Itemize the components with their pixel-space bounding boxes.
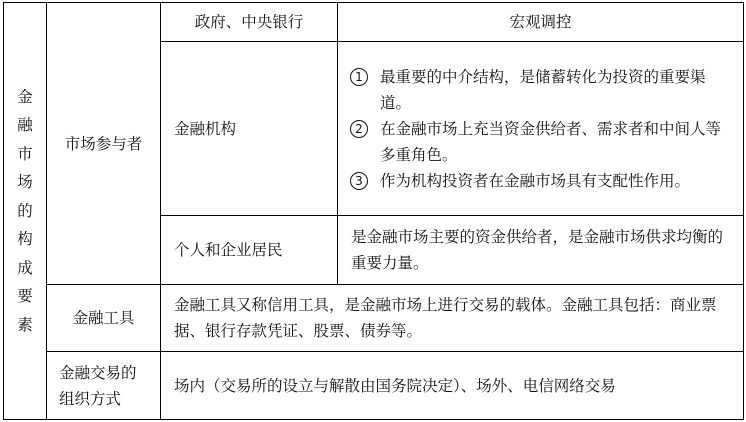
circled-number-marker: 1 — [350, 68, 368, 86]
roles-list — [338, 60, 743, 198]
side-title — [4, 83, 46, 340]
side-title-char: 金 — [17, 87, 33, 106]
instruments-label-cell — [47, 285, 161, 352]
households-text: 是金融市场主要的资金供给者，是金融市场供求均衡的重要力量。 — [351, 228, 724, 272]
header-cell-macro-control — [338, 3, 744, 42]
participants-cell — [47, 3, 161, 285]
table-row — [4, 285, 744, 352]
instruments-text: 金融工具又称信用工具，是金融市场上进行交易的载体。金融工具包括：商业票据、银行存款凭证、股票、债券等。 — [174, 296, 717, 340]
organization-label-line1: 金融交易的 — [59, 363, 137, 382]
participants-label: 市场参与者 — [64, 134, 143, 153]
financial-institutions-roles-cell — [338, 42, 744, 216]
households-label-cell — [161, 216, 338, 285]
side-title-char: 场 — [17, 173, 33, 192]
side-title-char: 素 — [17, 315, 33, 334]
organization-text-cell — [161, 352, 744, 420]
list-item — [350, 116, 735, 168]
organization-label-line2: 组织方式 — [59, 389, 122, 408]
header-cell-government — [161, 3, 338, 42]
side-title-char: 融 — [17, 116, 33, 135]
role-text: 作为机构投资者在金融市场具有支配性作用。 — [380, 171, 691, 190]
table-row — [4, 3, 744, 42]
list-item — [350, 64, 735, 116]
side-title-char: 市 — [17, 144, 33, 163]
organization-label-cell — [47, 352, 161, 420]
side-title-cell — [4, 3, 47, 420]
households-label: 个人和企业居民 — [174, 241, 283, 259]
instruments-label: 金融工具 — [72, 309, 135, 327]
header-macro-control: 宏观调控 — [509, 13, 572, 31]
side-title-char: 构 — [17, 230, 33, 249]
side-title-char: 要 — [17, 287, 33, 306]
side-title-char: 的 — [17, 201, 33, 220]
role-text: 在金融市场上充当资金供给者、需求者和中间人等多重角色。 — [380, 119, 722, 164]
organization-text: 场内（交易所的设立与解散由国务院决定）、场外、电信网络交易 — [174, 376, 616, 395]
table-row — [4, 352, 744, 420]
header-government: 政府、中央银行 — [194, 13, 304, 31]
circled-number-marker: 3 — [350, 172, 368, 190]
financial-institutions-label: 金融机构 — [174, 119, 237, 138]
market-elements-table — [3, 2, 744, 420]
list-item — [350, 168, 735, 194]
instruments-text-cell — [161, 285, 744, 352]
financial-institutions-label-cell — [161, 42, 338, 216]
side-title-char: 成 — [17, 258, 33, 277]
circled-number-marker: 2 — [350, 120, 368, 138]
role-text: 最重要的中介结构，是储蓄转化为投资的重要渠道。 — [380, 67, 706, 112]
households-text-cell — [338, 216, 744, 285]
